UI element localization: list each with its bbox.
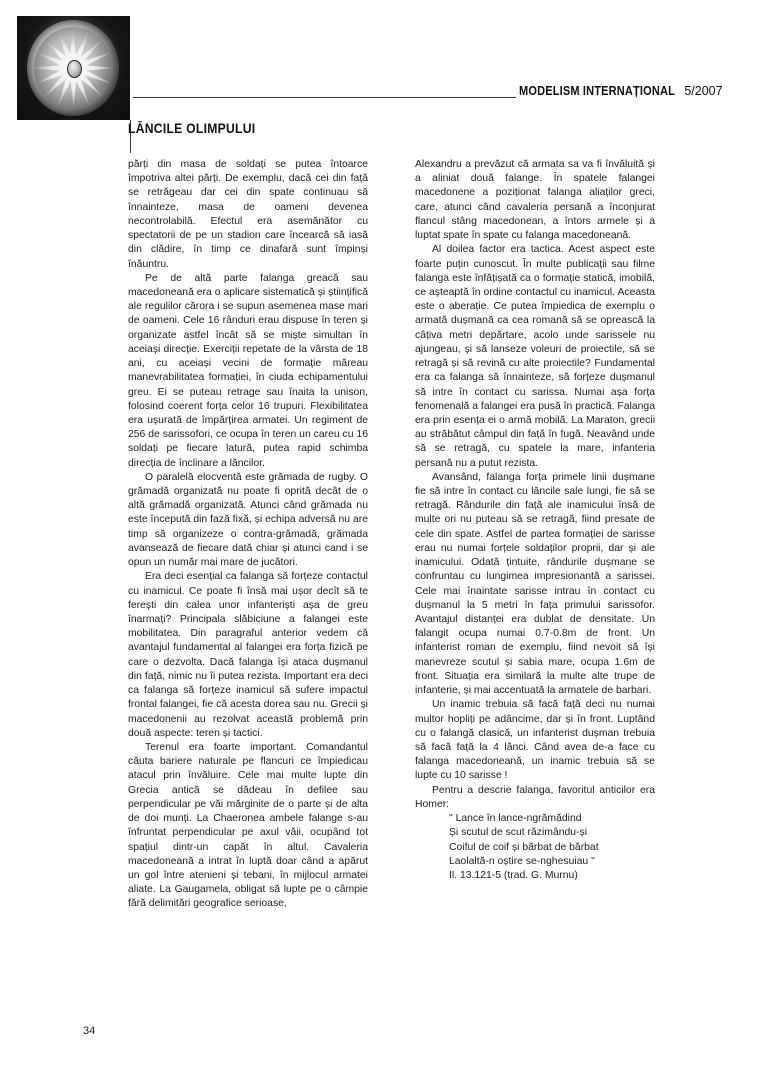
magazine-title: MODELISM INTERNAȚIONAL	[519, 84, 676, 98]
magazine-issue-line	[519, 82, 723, 100]
paragraph: Al doilea factor era tactica. Acest aspect este foarte puțin cunoscut. În multe publicații sau filme falanga este înfățișată ca o formație statică, imobilă, ce așteaptă în ordine contactul cu inamicul. Aceasta este o aberație. Ce putea împiedica de exemplu o armată dușmană ca cea romană să se oprească la câțiva metri depărtare, acolo unde sarissele nu ajungeau, și să lanseze voleuri de proiectile, să se retragă și să revină cu alte proiectile? Fundamental era ca falanga să înnainteze, să forțeze dușmanul să intre în contact cu sarissa. Numai așa forța fenomenală a falangei era pusă în practică. Falanga era prin esența ei o armă mobilă. La Maraton, grecii au străbătut câmpul din față în fugă. Neavând unde să se retragă, cu spatele la mare, infanteria persană nu a putut rezista.	[415, 244, 655, 469]
verse-line: " Lance în lance-ngrămădind	[449, 813, 582, 825]
paragraph: Pe de altă parte falanga greacă sau macedoneană era o aplicare sistematică și științifică ale regulilor cărora i se supun asemenea mase mari de oameni. Cele 16 rânduri erau dispuse în teren și organizate astfel încât să se miște simultan în aceiași direcție. Exerciții repetate de la vârsta de 18 ani, cu aceiași vecini de formație măreau manevrabilitatea formației, în ciuda echipamentului greu. Ei se puteau retrage sau înaita la unison, folosind coerent forța celor 16 trupuri. Flexibilitatea era ușurată de împărțirea armatei. Un regiment de 256 de sarissofori, ce ocupa în teren un careu cu 16 soldați pe fiecare latură, putea rapid schimba direcția de înclinare a lăncilor.	[128, 272, 368, 469]
paragraph: Era deci esențial ca falanga să forțeze contactul cu inamicul. Ce poate fi însă mai ușor decît să te ferești din calea unor infanteriști așa de greu înarmați? Principala slăbiciune a falangei este mobilitatea. Din paragraful anterior vedem că avantajul fundamental al falangei era forța fizică pe care o dezvolta. Dacă falanga își ataca dușmanul din față, nimic nu îi putea rezista. Important era deci ca falanga să forțeze inamicul să sufere impactul frontal falangei, fie că acesta dorea sau nu. Grecii și macedonenii au rezolvat această problemă prin două aspecte: teren și tactici.	[128, 571, 368, 739]
paragraph: Alexandru a prevăzut că armata sa va fi învăluită și a aliniat două falange. În spatele falangei macedonene a poziționat falanga aliaților greci, care, atunci când cavaleria persană a înconjurat flancul stâng macedonean, a întors armele și a luptat spate în spate cu falanga macedoneană.	[415, 159, 655, 242]
paragraph: Un inamic trebuia să facă față deci nu numai multor hopliți pe adâncime, dar și în front. Luptând cu o falangă clasică, un infanterist dușman trebuia să facă față la 4 lănci. Când avea de-a face cu falanga macedoneană, un inamic trebuia să se lupte cu 10 sarisse !	[415, 699, 655, 782]
verse-line: Coiful de coif și bărbat de bărbat	[449, 841, 599, 853]
page-number: 34	[83, 1025, 96, 1037]
paragraph: O paralelă elocventă este grămada de rugby. O grămadă organizată nu poate fi oprită decât de o altă grămadă organizată. Atunci când grămada nu este începută din fază fixă, și echipa adversă nu are timp să organizeze o contra-grămadă, grămada avansează de fiecare dată chiar și atunci cand i se opun un număr mai mare de jucători.	[128, 471, 368, 569]
verse-line: Și scutul de scut răzimându-și	[449, 827, 588, 839]
verse-line: Laolaltă-n oștire se-nghesuiau "	[449, 855, 595, 867]
emblem-disc	[27, 20, 119, 116]
paragraph: Pentru a descrie falanga, favoritul anticilor era Homer:	[415, 784, 655, 810]
paragraph: Avansând, falanga forța primele linii dușmane fie să intre în contact cu lăncile sale lungi, fie să se retragă. Rândurile din față ale inamicului însă de multe ori nu puteau să se retragă, fiind presate de cele din spate. Astfel de partea formației de sarisse erau nu numai forțele soldaților proprii, dar și ale inamicului. Odată țintuite, rândurile dușmane se confruntau cu lungimea impresionantă a sarissei. Cele mai înaintate sarisse intrau în contact cu dușmanul la 5 metri în fața primului sarissofor. Avantajul distanței era dublat de densitate. Un falangit ocupa numai 0.7-0.8m de front. Un infanterist roman de exemplu, fiind nevoit să își manevreze scutul și sabia mare, ocupa 1.6m de front. Situația era similară la multe alte trupe de infanterie, și mai accentuată la armatele de barbari.	[415, 471, 655, 697]
emblem-hub	[67, 60, 82, 78]
column-right	[415, 158, 655, 883]
column-left	[128, 158, 368, 912]
issue-number: 5/2007	[684, 84, 723, 98]
emblem-inner-disc	[34, 27, 112, 109]
page-masthead	[0, 0, 768, 150]
paragraph: părți din masa de soldați se putea întoarce împotriva altei părți. De exemplu, dacă cei din față se retrăgeau dar cei din spate continuau să înnainteze, masa de oameni devenea necontrolabilă. Efectul era asemănător cu spectatorii de pe un stadion care încearcă să iasă din clădire, în timp ce dinafară sunt împinși înăuntru.	[128, 159, 368, 270]
vergina-sun-star-emblem	[17, 16, 130, 120]
page-title: LĂNCILE OLIMPULUI	[128, 121, 256, 136]
paragraph: Terenul era foarte important. Comandantul căuta bariere naturale pe flancuri ce împiedicau atacul prin învăluire. Cele mai multe lupte din Grecia antică se dădeau în defilee sau perpendicular pe văi mărginite de o parte și de alta de doi munți. La Chaeronea ambele falange s-au înfruntat perpendicular pe axul văii, ocupând tot spațiul dintr-un capăt în altul. Cavaleria macedoneană a intrat în luptă doar când a apărut un gol între atenieni și tebani, în mijlocul armatei aliate. La Gaugamela, obligat să lupte pe o câmpie fără delimitări geografice serioase,	[128, 741, 368, 910]
masthead-horizontal-rule	[133, 97, 516, 98]
verse-citation: Il. 13.121-5 (trad. G. Murnu)	[449, 869, 578, 881]
